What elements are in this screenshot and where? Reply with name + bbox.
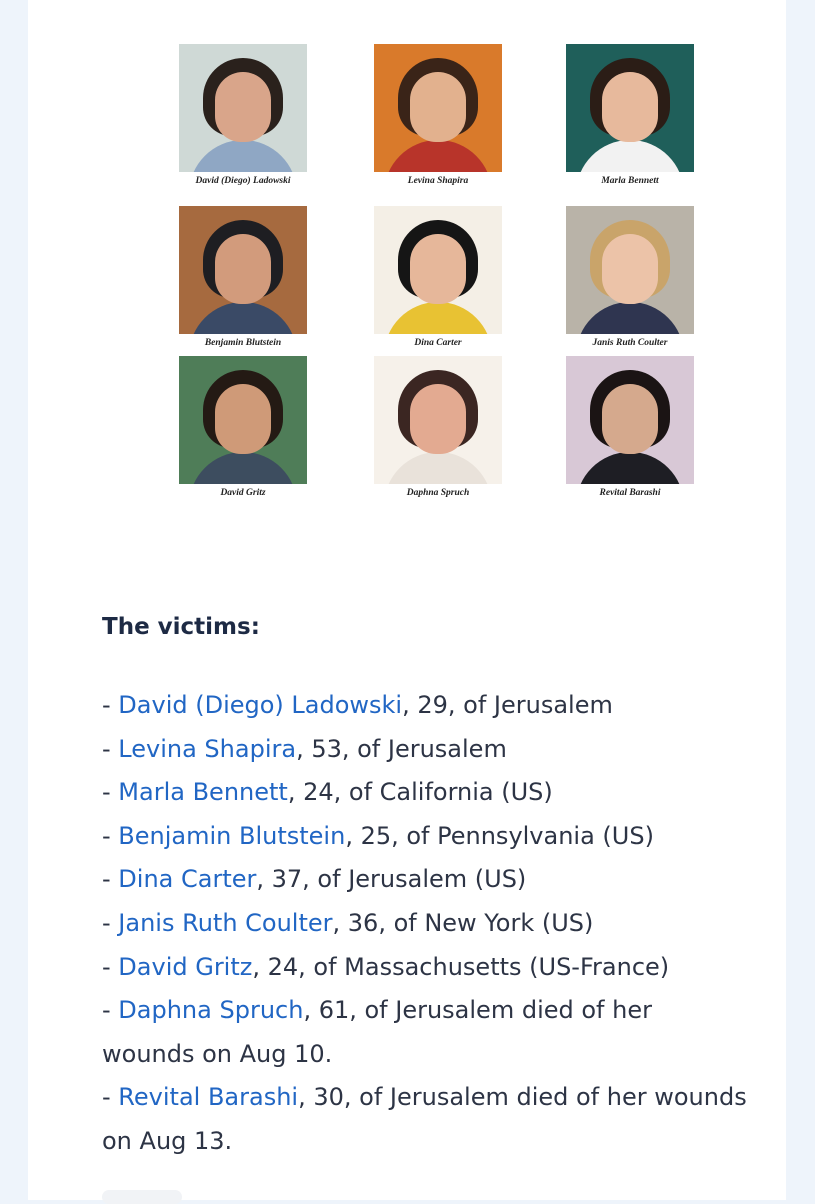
- victim-details: , 30, of Jerusalem died of her wounds on Aug 13.: [102, 1083, 747, 1155]
- victim-name-link[interactable]: Janis Ruth Coulter: [118, 908, 333, 937]
- portrait-dina-carter: [371, 206, 505, 356]
- victim-name-link[interactable]: Revital Barashi: [118, 1083, 299, 1112]
- list-dash: -: [102, 734, 119, 763]
- victims-heading: The victims:: [102, 614, 260, 640]
- victim-name-link[interactable]: Daphna Spruch: [118, 996, 304, 1025]
- victim-details: , 25, of Pennsylvania (US): [345, 821, 654, 850]
- victim-name-link[interactable]: Benjamin Blutstein: [118, 821, 346, 850]
- victim-item: [102, 902, 752, 946]
- portrait-photo: [179, 206, 307, 334]
- portrait-caption: David Gritz: [220, 488, 266, 498]
- list-dash: -: [102, 778, 119, 807]
- victim-details: , 24, of California (US): [287, 778, 553, 807]
- victim-item: [102, 728, 752, 772]
- portrait-caption: Levina Shapira: [407, 176, 469, 186]
- portrait-photo: [566, 44, 694, 172]
- victim-item: [102, 989, 752, 1076]
- victim-item: [102, 815, 752, 859]
- portrait-benjamin-blutstein: [176, 206, 310, 356]
- victim-item: [102, 771, 752, 815]
- portrait-levina-shapira: [371, 44, 505, 194]
- victim-details: , 36, of New York (US): [332, 908, 594, 937]
- list-dash: -: [102, 691, 119, 719]
- list-dash: -: [102, 821, 119, 850]
- portrait-caption: Janis Ruth Coulter: [592, 338, 668, 348]
- portrait-caption: Benjamin Blutstein: [204, 338, 282, 348]
- victim-details: , 37, of Jerusalem (US): [256, 865, 527, 894]
- portrait-photo: [179, 44, 307, 172]
- portrait-caption: Revital Barashi: [599, 488, 661, 498]
- list-dash: -: [102, 1083, 119, 1112]
- list-dash: -: [102, 996, 119, 1025]
- portrait-photo: [374, 356, 502, 484]
- victim-details: , 24, of Massachusetts (US-France): [252, 952, 670, 981]
- portrait-photo: [374, 206, 502, 334]
- victim-name-link[interactable]: Dina Carter: [118, 865, 257, 894]
- victims-photo-grid: [176, 44, 700, 506]
- portrait-janis-coulter: [563, 206, 697, 356]
- victims-list: [102, 684, 752, 1164]
- portrait-revital-barashi: [563, 356, 697, 506]
- portrait-photo: [179, 356, 307, 484]
- portrait-david-ladowski: [176, 44, 310, 194]
- victim-details: , 29, of Jerusalem: [402, 691, 613, 719]
- victim-name-link[interactable]: David (Diego) Ladowski: [118, 691, 403, 719]
- victim-item: [102, 684, 752, 728]
- portrait-photo: [566, 356, 694, 484]
- list-dash: -: [102, 865, 119, 894]
- victim-name-link[interactable]: Marla Bennett: [118, 778, 288, 807]
- victim-item: [102, 1076, 752, 1163]
- victim-details: , 53, of Jerusalem: [296, 734, 507, 763]
- portrait-caption: Daphna Spruch: [406, 488, 470, 498]
- next-element-peek: [102, 1190, 182, 1204]
- victim-name-link[interactable]: David Gritz: [118, 952, 253, 981]
- victim-name-link[interactable]: Levina Shapira: [118, 734, 297, 763]
- victim-item: [102, 858, 752, 902]
- list-dash: -: [102, 952, 119, 981]
- portrait-photo: [566, 206, 694, 334]
- portrait-photo: [374, 44, 502, 172]
- list-dash: -: [102, 908, 119, 937]
- portrait-caption: Marla Bennett: [601, 176, 659, 186]
- portrait-david-gritz: [176, 356, 310, 506]
- portrait-caption: Dina Carter: [414, 338, 462, 348]
- portrait-daphna-spruch: [371, 356, 505, 506]
- victim-item: [102, 946, 752, 990]
- portrait-caption: David (Diego) Ladowski: [195, 176, 291, 186]
- portrait-marla-bennett: [563, 44, 697, 194]
- article-card: [28, 0, 786, 1200]
- victim-details: , 61, of Jerusalem died of her wounds on Aug 10.: [102, 996, 652, 1068]
